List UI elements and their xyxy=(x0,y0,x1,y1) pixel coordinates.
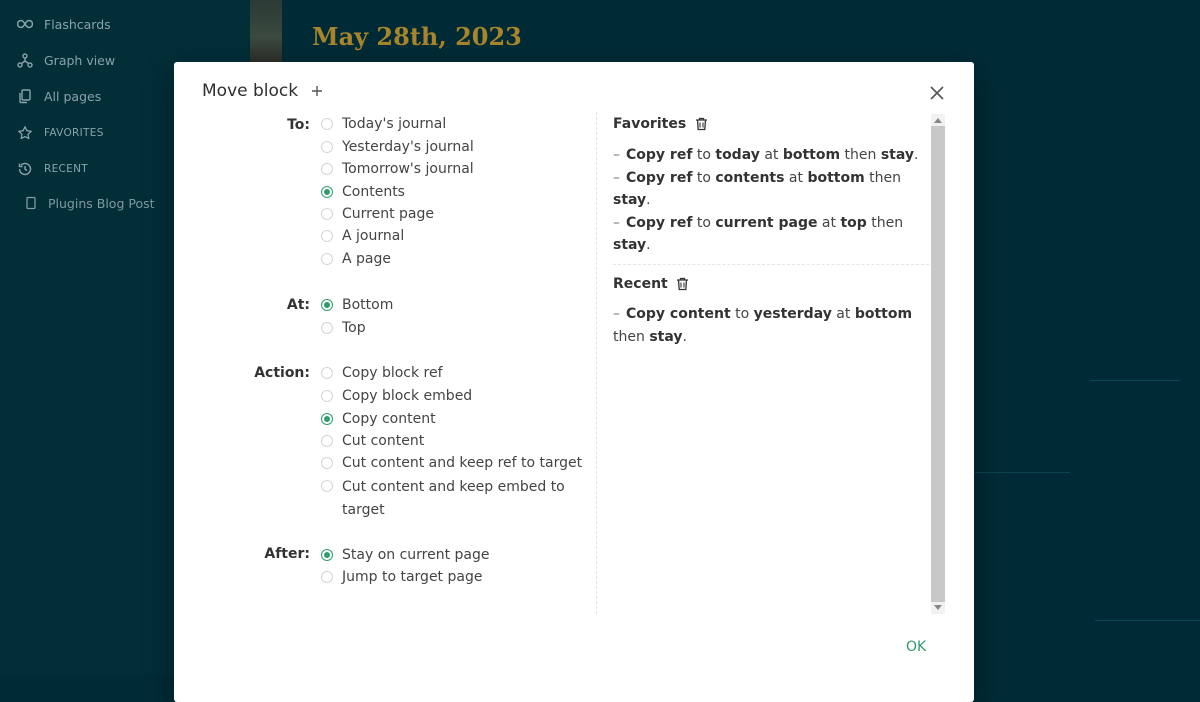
recent-item-label: Plugins Blog Post xyxy=(48,195,155,211)
close-icon[interactable] xyxy=(928,84,946,102)
scroll-down-icon[interactable] xyxy=(934,605,942,610)
after-label: After: xyxy=(264,546,310,562)
after-option-stay[interactable] xyxy=(321,547,490,563)
option-label: Yesterday's journal xyxy=(342,138,474,155)
option-label: Copy block embed xyxy=(342,388,473,404)
radio-button[interactable] xyxy=(321,367,333,379)
favorite-entry[interactable]: – Copy ref to contents at bottom then stay. xyxy=(613,169,901,208)
option-label: A journal xyxy=(342,228,405,244)
radio-button[interactable] xyxy=(321,299,333,311)
action-label: Action: xyxy=(254,365,310,381)
radio-button[interactable] xyxy=(321,457,333,469)
sidebar-item-label: All pages xyxy=(44,88,102,104)
option-label: Jump to target page xyxy=(342,569,483,585)
favorites-title xyxy=(613,116,708,132)
sidebar-item-all-pages[interactable] xyxy=(16,84,101,108)
ok-button[interactable]: OK xyxy=(900,637,932,657)
scroll-up-icon[interactable] xyxy=(934,118,942,123)
background-divider xyxy=(1090,380,1180,381)
after-option-jump[interactable] xyxy=(321,569,482,585)
option-label: Cut content and keep ref to target xyxy=(342,455,583,471)
sidebar-section-favorites[interactable] xyxy=(16,121,104,145)
favorite-entry[interactable]: – Copy ref to today at bottom then stay. xyxy=(613,147,919,163)
radio-button[interactable] xyxy=(321,322,333,334)
option-label: Tomorrow's journal xyxy=(342,161,474,177)
radio-button[interactable] xyxy=(321,435,333,447)
option-label: Contents xyxy=(342,183,405,200)
radio-button[interactable] xyxy=(321,549,333,561)
at-option-top[interactable] xyxy=(321,320,366,336)
presets-scrollbar[interactable] xyxy=(931,114,945,614)
to-option-contents[interactable] xyxy=(321,184,405,200)
action-option-cut-content[interactable] xyxy=(321,433,424,449)
option-label: Current page xyxy=(342,206,434,222)
radio-button[interactable] xyxy=(321,208,333,220)
recent-entry[interactable]: – Copy content to yesterday at bottom then stay. xyxy=(613,306,913,345)
sidebar-item-flashcards[interactable] xyxy=(16,12,111,36)
trash-icon[interactable] xyxy=(694,117,708,131)
to-option-yesterdays-journal[interactable] xyxy=(321,139,474,155)
scrollbar-thumb[interactable] xyxy=(931,126,945,602)
to-option-a-journal[interactable] xyxy=(321,228,404,244)
radio-button[interactable] xyxy=(321,230,333,242)
action-option-copy-content[interactable] xyxy=(321,411,436,427)
dialog-title-text: Move block xyxy=(202,81,299,101)
section-separator xyxy=(613,264,929,265)
radio-button[interactable] xyxy=(321,118,333,130)
at-label: At: xyxy=(286,297,310,313)
trash-icon[interactable] xyxy=(676,277,690,291)
option-label: A page xyxy=(342,251,391,267)
radio-button[interactable] xyxy=(321,186,333,198)
option-label: Stay on current page xyxy=(342,547,490,563)
infinity-icon xyxy=(16,15,34,33)
option-label: Top xyxy=(342,319,366,336)
favorites-title-text: Favorites xyxy=(613,116,687,132)
action-option-cut-keep-ref[interactable] xyxy=(321,455,582,471)
favorite-entry[interactable]: – Copy ref to current page at top then stay. xyxy=(613,214,904,253)
option-label: Copy content xyxy=(342,410,436,427)
dialog-title xyxy=(202,81,324,101)
sidebar-recent-item[interactable] xyxy=(24,191,155,215)
radio-button[interactable] xyxy=(321,141,333,153)
recent-title xyxy=(613,276,690,292)
option-label: Cut content and keep embed to target xyxy=(342,479,565,518)
option-label: Copy block ref xyxy=(342,365,443,381)
panel-divider xyxy=(596,112,597,614)
sidebar-item-label: Flashcards xyxy=(44,16,111,32)
radio-button[interactable] xyxy=(321,480,333,492)
radio-button[interactable] xyxy=(321,390,333,402)
background-divider xyxy=(1095,620,1200,621)
plus-icon[interactable] xyxy=(310,84,324,98)
radio-button[interactable] xyxy=(321,163,333,175)
option-label: Bottom xyxy=(342,297,394,313)
journal-title[interactable]: May 28th, 2023 xyxy=(312,22,522,51)
radio-button[interactable] xyxy=(321,413,333,425)
radio-button[interactable] xyxy=(321,571,333,583)
page-icon xyxy=(24,196,38,210)
background-divider xyxy=(975,472,1070,473)
recent-title-text: Recent xyxy=(613,276,668,292)
action-option-cut-keep-embed[interactable] xyxy=(321,476,581,521)
star-icon xyxy=(16,124,34,142)
graph-icon xyxy=(16,51,34,69)
action-option-copy-block-embed[interactable] xyxy=(321,388,472,404)
option-label: Cut content xyxy=(342,433,425,449)
sidebar-item-label: Graph view xyxy=(44,52,116,68)
page-banner-image xyxy=(250,0,282,62)
to-option-current-page[interactable] xyxy=(321,206,434,222)
to-option-a-page[interactable] xyxy=(321,251,391,267)
recent-label: RECENT xyxy=(44,163,88,175)
presets-panel xyxy=(613,112,929,614)
move-block-dialog xyxy=(174,62,974,702)
history-icon xyxy=(16,160,34,178)
sidebar-item-graph-view[interactable] xyxy=(16,48,115,72)
radio-button[interactable] xyxy=(321,253,333,265)
sidebar-section-recent[interactable] xyxy=(16,157,88,181)
pages-icon xyxy=(16,87,34,105)
to-label: To: xyxy=(287,117,310,133)
to-option-tomorrows-journal[interactable] xyxy=(321,161,474,177)
action-option-copy-block-ref[interactable] xyxy=(321,365,443,381)
at-option-bottom[interactable] xyxy=(321,297,393,313)
to-option-todays-journal[interactable] xyxy=(321,116,446,132)
option-label: Today's journal xyxy=(342,116,447,132)
options-panel xyxy=(174,112,596,612)
favorites-label: FAVORITES xyxy=(44,127,104,139)
